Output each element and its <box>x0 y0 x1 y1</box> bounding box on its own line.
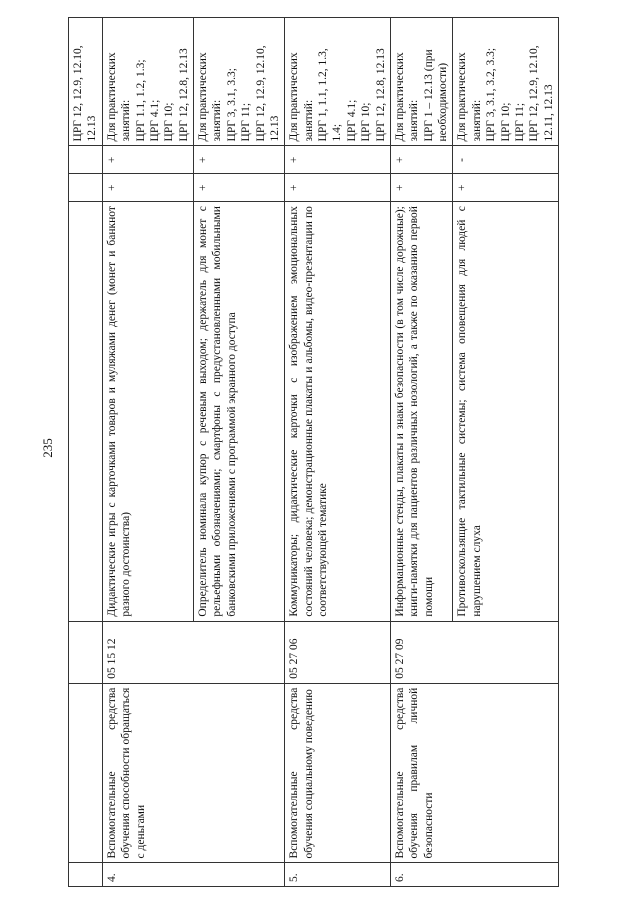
equipment-table <box>68 17 559 887</box>
note-line: ЦРГ 12, 12.8, 12.13 <box>374 48 387 142</box>
note-line: ЦРГ 3, 3.1, 3.3; <box>225 68 238 142</box>
table-row <box>102 18 193 887</box>
note-cell <box>453 18 559 146</box>
equipment-description: Информационные стенды, плакаты и знаки безопасности (в том числе дорожные); книги-памятки для пациентов различных нозологий, а также по оказанию первой помощи <box>390 202 453 622</box>
mark-column-1: + <box>453 174 559 202</box>
note-line: ЦРГ 10; <box>163 102 176 142</box>
classification-code: 05 27 09 <box>390 621 558 683</box>
note-line: занятий: <box>470 99 483 142</box>
aid-category: Вспомогательные средства обучения способности обращаться с деньгами <box>102 683 285 863</box>
note-line: ЦРГ 12, 12.8, 12.13 <box>177 48 190 142</box>
mark-column-2: + <box>194 146 285 174</box>
note-line: ЦРГ 4.1; <box>148 99 161 142</box>
mark-column-2: + <box>390 146 453 174</box>
note-cell <box>390 18 453 146</box>
mark-column-1: + <box>102 174 193 202</box>
equipment-description: Противоскользящие тактильные системы; система оповещения для людей с нарушением слуха <box>453 202 559 622</box>
equipment-description: Определитель номинала купюр с речевым выходом; держатель для монет с рельефными обозначениями; смартфоны с предустановленными мобильными банковскими приложениями с программой экранного доступа <box>194 202 285 622</box>
mark-column-2: + <box>285 146 391 174</box>
note-line: необходимости) <box>437 62 449 142</box>
note-line: ЦРГ 11; <box>240 102 253 142</box>
note-line: Для практических <box>105 52 118 142</box>
note-line: ЦРГ 10; <box>499 102 512 142</box>
equipment-description: Дидактические игры с карточками товаров и муляжами денег (монет и банкнот разного достоинства) <box>102 202 193 622</box>
note-cell <box>285 18 391 146</box>
note-cell <box>102 18 193 146</box>
note-line: 12.11, 12.13 <box>542 84 555 142</box>
note-line: ЦРГ 4.1; <box>345 99 358 142</box>
aid-category: Вспомогательные средства обучения правилам личной безопасности <box>390 683 558 863</box>
equipment-description: Коммуникаторы; дидактические карточки с изображением эмоциональных состояний человека; демонстрационные плакаты и альбомы, видео-презентации по соответствующей тематике <box>285 202 391 622</box>
note-line: занятий: <box>211 99 224 142</box>
table-row <box>390 18 453 887</box>
note-line: ЦРГ 1, 1.1, 1.2, 1.3, <box>317 48 329 142</box>
note-line: занятий: <box>302 99 315 142</box>
note-line: ЦРГ 10; <box>360 102 373 142</box>
note-line: ЦРГ 12, 12.9, 12.10, <box>254 45 267 142</box>
mark-column-1: + <box>390 174 453 202</box>
row-number: 5. <box>285 863 391 887</box>
note-line: Для практических <box>197 52 209 142</box>
note-line: Для практических <box>456 52 469 142</box>
classification-code: 05 15 12 <box>102 621 285 683</box>
note-line: ЦРГ 1.1, 1.2, 1.3; <box>134 59 147 142</box>
note-line: Для практических <box>393 52 406 142</box>
row-number: 4. <box>102 863 285 887</box>
mark-column-2: + <box>102 146 193 174</box>
note-line: 1.4; <box>331 123 344 142</box>
rotated-table-sheet <box>68 0 568 905</box>
row-number: 6. <box>390 863 558 887</box>
note-line: ЦРГ 11; <box>513 102 526 142</box>
note-line: занятий: <box>408 99 421 142</box>
note-line: ЦРГ 3, 3.1, 3.2, 3.3; <box>485 47 498 142</box>
table-row-continued <box>69 18 103 887</box>
classification-code: 05 27 06 <box>285 621 391 683</box>
aid-category: Вспомогательные средства обучения социальному поведению <box>285 683 391 863</box>
table-row <box>285 18 391 887</box>
note-cell <box>194 18 285 146</box>
page-number: 235 <box>39 438 55 458</box>
note-line: Для практических <box>288 52 301 142</box>
mark-column-1: + <box>194 174 285 202</box>
note-line: ЦРГ 1 – 12.13 (при <box>422 49 435 142</box>
note-cell: ЦРГ 12, 12.9, 12.10, 12.13 <box>69 18 103 146</box>
mark-column-2: - <box>453 146 559 174</box>
note-line: занятий: <box>120 99 133 142</box>
note-line: ЦРГ 12, 12.9, 12.10, <box>528 45 541 142</box>
mark-column-1: + <box>285 174 391 202</box>
note-line: 12.13 <box>268 115 281 142</box>
